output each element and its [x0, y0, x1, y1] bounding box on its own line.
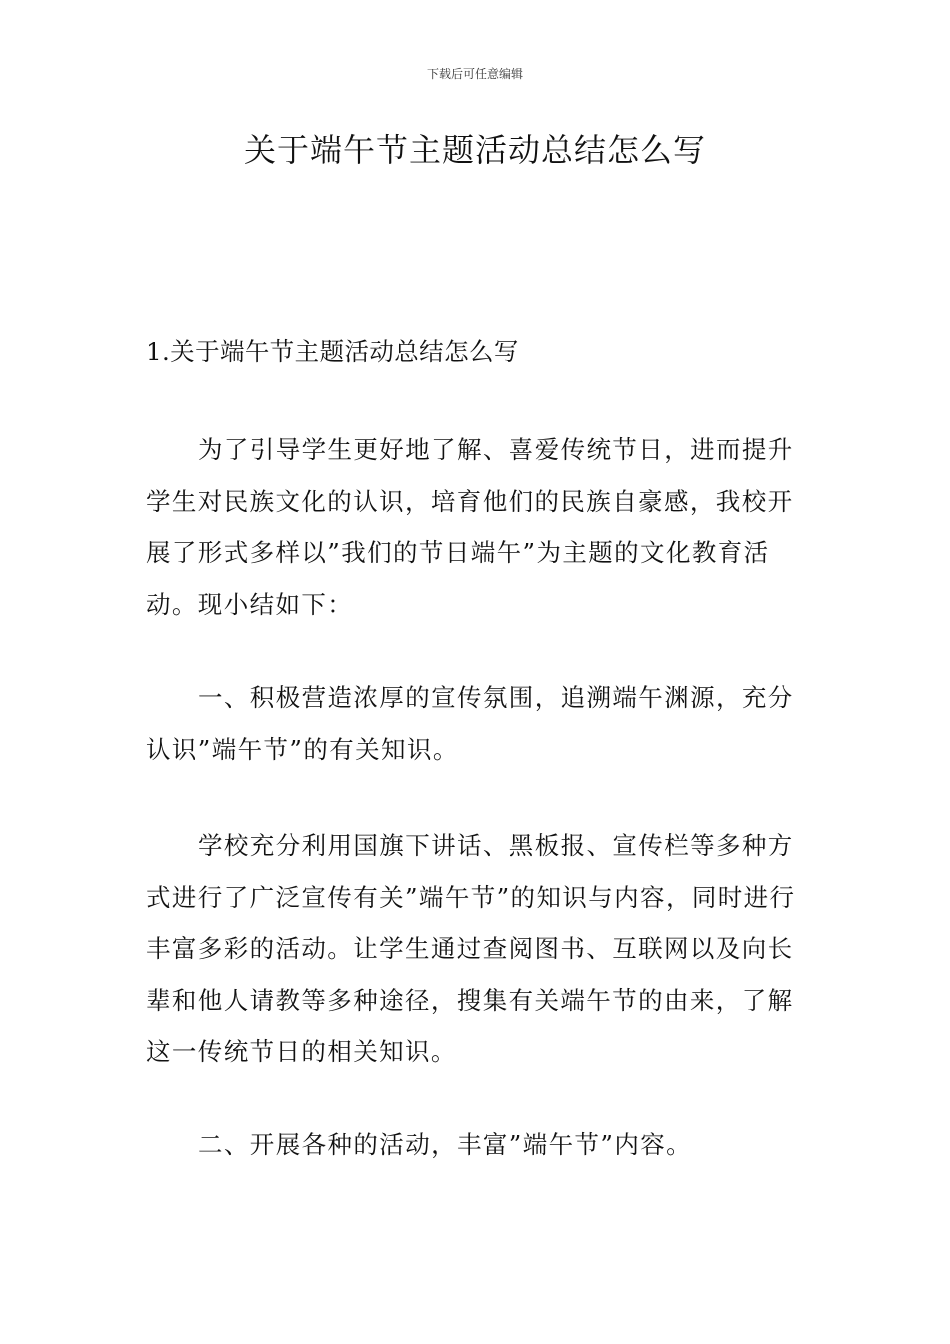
paragraph-intro: 为了引导学生更好地了解、喜爱传统节日，进而提升学生对民族文化的认识，培育他们的民族自豪感，我校开展了形式多样以”我们的节日端午”为主题的文化教育活动。现小结如下： — [146, 435, 794, 619]
header-note: 下载后可任意编辑 — [426, 67, 523, 81]
paragraph-part-one-heading: 一、积极营造浓厚的宣传氛围，追溯端午渊源，充分认识”端午节”的有关知识。 — [146, 683, 794, 764]
section-heading: 1.关于端午节主题活动总结怎么写 — [146, 337, 519, 366]
paragraph-part-two-heading: 二、开展各种的活动，丰富”端午节”内容。 — [198, 1130, 693, 1159]
paragraph-part-one-body: 学校充分利用国旗下讲话、黑板报、宣传栏等多种方式进行了广泛宣传有关”端午节”的知识与内容，同时进行丰富多彩的活动。让学生通过查阅图书、互联网以及向长辈和他人请教等多种途径，搜集有关端午节的由来，了解这一传统节日的相关知识。 — [146, 831, 796, 1066]
document-title: 关于端午节主题活动总结怎么写 — [243, 131, 706, 169]
